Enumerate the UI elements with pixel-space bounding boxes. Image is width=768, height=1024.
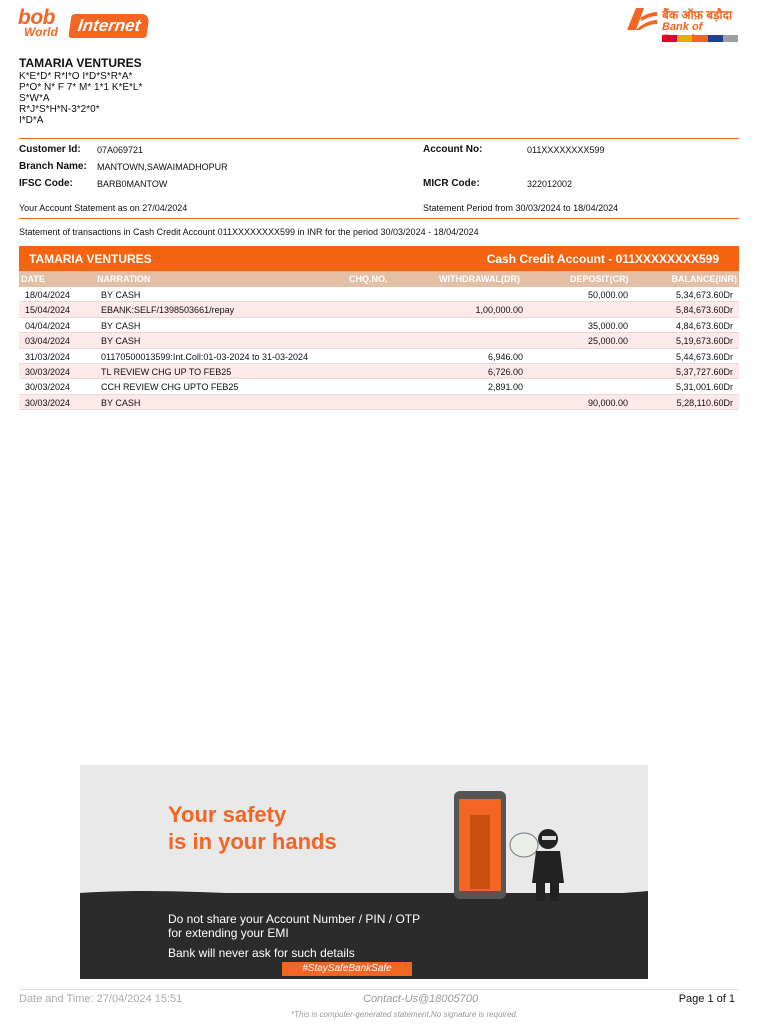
- transactions-table-body: [19, 287, 739, 410]
- bank-name-hindi: बैंक ऑफ़ बड़ौदा: [662, 8, 733, 22]
- account-no-label: Account No:: [423, 144, 483, 155]
- bank-of-baroda-logo: [622, 4, 742, 44]
- cell-deposit: 90,000.00: [587, 397, 628, 408]
- bank-name-english: Bank of: [662, 21, 703, 33]
- col-chq-no: CHQ.NO.: [349, 274, 388, 284]
- cell-balance: 5,84,673.60Dr: [675, 305, 733, 316]
- banner-headline: [168, 801, 337, 855]
- banner-warning: [168, 912, 420, 940]
- col-narration: NARRATION: [97, 274, 151, 284]
- cell-balance: 4,84,673.60Dr: [675, 320, 733, 331]
- table-title-customer: TAMARIA VENTURES: [29, 252, 152, 266]
- cell-date: 31/03/2024: [25, 351, 71, 362]
- table-row: [19, 333, 739, 348]
- table-title-account: Cash Credit Account - 011XXXXXXXX599: [486, 252, 719, 266]
- cell-withdrawal: 2,891.00: [487, 382, 523, 393]
- cell-date: 18/04/2024: [25, 290, 71, 300]
- table-row: [19, 302, 739, 317]
- micr-code-value: 322012002: [527, 179, 573, 189]
- logo-bob-text: bob: [18, 6, 55, 29]
- customer-id-label: Customer Id:: [19, 144, 81, 155]
- ifsc-code-label: IFSC Code:: [19, 178, 73, 189]
- statement-as-on: Your Account Statement as on 27/04/2024: [19, 203, 188, 213]
- statement-period: Statement Period from 30/03/2024 to 18/04/2024: [423, 203, 619, 213]
- cell-withdrawal: 6,946.00: [487, 351, 523, 362]
- customer-name: TAMARIA VENTURES: [19, 56, 142, 70]
- logo-world-text: World: [24, 25, 58, 39]
- cell-date: 30/03/2024: [25, 366, 71, 377]
- cell-narration: CCH REVIEW CHG UPTO FEB25: [101, 382, 239, 393]
- table-row: [19, 349, 739, 364]
- smartphone-icon: [452, 789, 512, 903]
- cell-withdrawal: 1,00,000.00: [475, 305, 523, 316]
- micr-code-label: MICR Code:: [423, 178, 480, 189]
- footer-datetime: Date and Time: 27/04/2024 15:51: [19, 993, 183, 1005]
- divider: [19, 138, 739, 139]
- logo-internet-text: Internet: [68, 14, 150, 38]
- address-line: K*E*D* R*I*O I*D*S*R*A*: [19, 71, 133, 82]
- cell-narration: TL REVIEW CHG UP TO FEB25: [101, 366, 232, 377]
- banner-headline-line: Your safety: [168, 802, 287, 827]
- footer-divider: [19, 989, 739, 990]
- banner-warning-line: for extending your EMI: [168, 926, 289, 940]
- cell-date: 03/04/2024: [25, 336, 71, 347]
- cell-balance: 5,34,673.60Dr: [675, 290, 733, 300]
- statement-description: Statement of transactions in Cash Credit Account 011XXXXXXXX599 in INR for the period 30/03/2024 - 18/04/2024: [19, 227, 479, 237]
- address-line: P*O* N* F 7* M* 1*1 K*E*L*: [19, 82, 143, 93]
- cell-date: 04/04/2024: [25, 320, 71, 331]
- branch-name-label: Branch Name:: [19, 161, 87, 172]
- cell-balance: 5,44,673.60Dr: [675, 351, 733, 362]
- ifsc-code-value: BARB0MANTOW: [97, 179, 168, 189]
- cell-narration: BY CASH: [101, 320, 141, 331]
- table-row: [19, 379, 739, 394]
- address-line: S*W*A: [19, 93, 50, 104]
- cell-deposit: 50,000.00: [587, 290, 628, 300]
- table-column-header: [19, 271, 739, 287]
- table-row: [19, 287, 739, 302]
- table-title-bar: [19, 246, 739, 271]
- customer-address: [19, 71, 142, 126]
- address-line: I*D*A: [19, 115, 44, 126]
- baroda-sun-icon: [624, 6, 658, 32]
- table-row: [19, 395, 739, 410]
- footer-page-number: Page 1 of 1: [678, 993, 735, 1005]
- cell-narration: BY CASH: [101, 290, 141, 300]
- cell-narration: BY CASH: [101, 336, 141, 347]
- banner-hashtag: #StaySafeBankSafe: [282, 962, 412, 976]
- address-line: R*J*S*H*N-3*2*0*: [19, 104, 100, 115]
- cell-deposit: 25,000.00: [587, 336, 628, 347]
- account-no-value: 011XXXXXXXX599: [527, 145, 605, 155]
- footer-note: *This is computer-generated statement.No signature is required.: [291, 1010, 519, 1019]
- col-balance: BALANCE(INR): [671, 274, 737, 284]
- cell-withdrawal: 6,726.00: [487, 366, 523, 377]
- cell-date: 30/03/2024: [25, 382, 71, 393]
- banner-warning-line: Do not share your Account Number / PIN / OTP: [168, 912, 421, 926]
- divider: [19, 218, 739, 219]
- logo-color-strip: [662, 35, 738, 42]
- thief-illustration-icon: [506, 823, 576, 903]
- footer-contact: Contact-Us@18005700: [363, 993, 479, 1005]
- branch-name-value: MANTOWN,SAWAIMADHOPUR: [97, 162, 228, 172]
- bob-world-internet-logo: [18, 6, 158, 40]
- cell-date: 30/03/2024: [25, 397, 71, 408]
- col-deposit: DEPOSIT(CR): [570, 274, 629, 284]
- col-date: DATE: [21, 274, 45, 284]
- cell-balance: 5,31,001.60Dr: [675, 382, 733, 393]
- cell-narration: 01170500013599:Int.Coll:01-03-2024 to 31-03-2024: [101, 351, 308, 362]
- cell-balance: 5,28,110.60Dr: [676, 397, 733, 408]
- cell-balance: 5,19,673.60Dr: [675, 336, 733, 347]
- table-row: [19, 318, 739, 333]
- cell-narration: BY CASH: [101, 397, 141, 408]
- safety-banner: [80, 765, 648, 979]
- banner-headline-line: is in your hands: [168, 829, 337, 854]
- col-withdrawal: WITHDRAWAL(DR): [439, 274, 520, 284]
- banner-notice: Bank will never ask for such details: [168, 946, 355, 960]
- table-row: [19, 364, 739, 379]
- cell-narration: EBANK:SELF/1398503661/repay: [101, 305, 235, 316]
- cell-balance: 5,37,727.60Dr: [675, 366, 733, 377]
- cell-date: 15/04/2024: [25, 305, 71, 316]
- cell-deposit: 35,000.00: [587, 320, 628, 331]
- customer-id-value: 07A069721: [97, 145, 144, 155]
